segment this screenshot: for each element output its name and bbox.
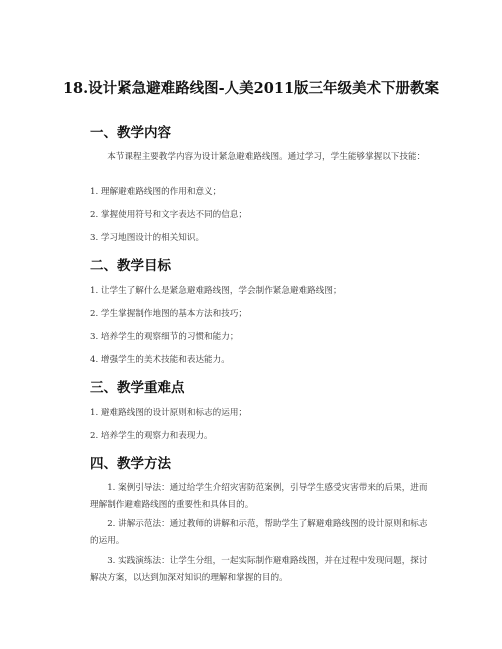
section-heading-teaching-goals: 二、教学目标 — [90, 258, 171, 274]
list-item: 1. 让学生了解什么是紧急避难路线图，学会制作紧急避难路线图； — [90, 286, 342, 296]
list-item: 1. 避难路线图的设计原则和标志的运用； — [90, 408, 248, 418]
list-item: 1. 案例引导法：通过给学生介绍灾害防范案例，引导学生感受灾害带来的后果，进而理解制作避难路线图的重要性和具体目的。 — [90, 483, 428, 510]
list-item: 2. 培养学生的观察力和表现力。 — [90, 431, 213, 441]
list-item: 3. 学习地图设计的相关知识。 — [90, 233, 205, 243]
list-item: 2. 掌握使用符号和文字表达不同的信息； — [90, 210, 248, 220]
list-item: 1. 理解避难路线图的作用和意义； — [90, 187, 222, 197]
list-item: 2. 学生掌握制作地图的基本方法和技巧； — [90, 309, 248, 319]
section-heading-teaching-content: 一、教学内容 — [90, 125, 171, 141]
section-heading-key-points: 三、教学重难点 — [90, 380, 185, 396]
list-item: 3. 培养学生的观察细节的习惯和能力； — [90, 332, 239, 342]
list-item: 3. 实践演练法：让学生分组，一起实际制作避难路线图，并在过程中发现问题，探讨解决方案，以达到加深对知识的理解和掌握的目的。 — [90, 556, 428, 583]
document-title: 18.设计紧急避难路线图-人美2011版三年级美术下册教案 — [62, 80, 440, 97]
paragraph: 本节课程主要教学内容为设计紧急避难路线图。通过学习，学生能够掌握以下技能： — [107, 152, 426, 162]
section-heading-teaching-methods: 四、教学方法 — [90, 456, 171, 472]
list-item: 4. 增强学生的美术技能和表达能力。 — [90, 355, 230, 365]
list-item: 2. 讲解示范法：通过教师的讲解和示范，帮助学生了解避难路线图的设计原则和标志的运用。 — [90, 519, 428, 546]
